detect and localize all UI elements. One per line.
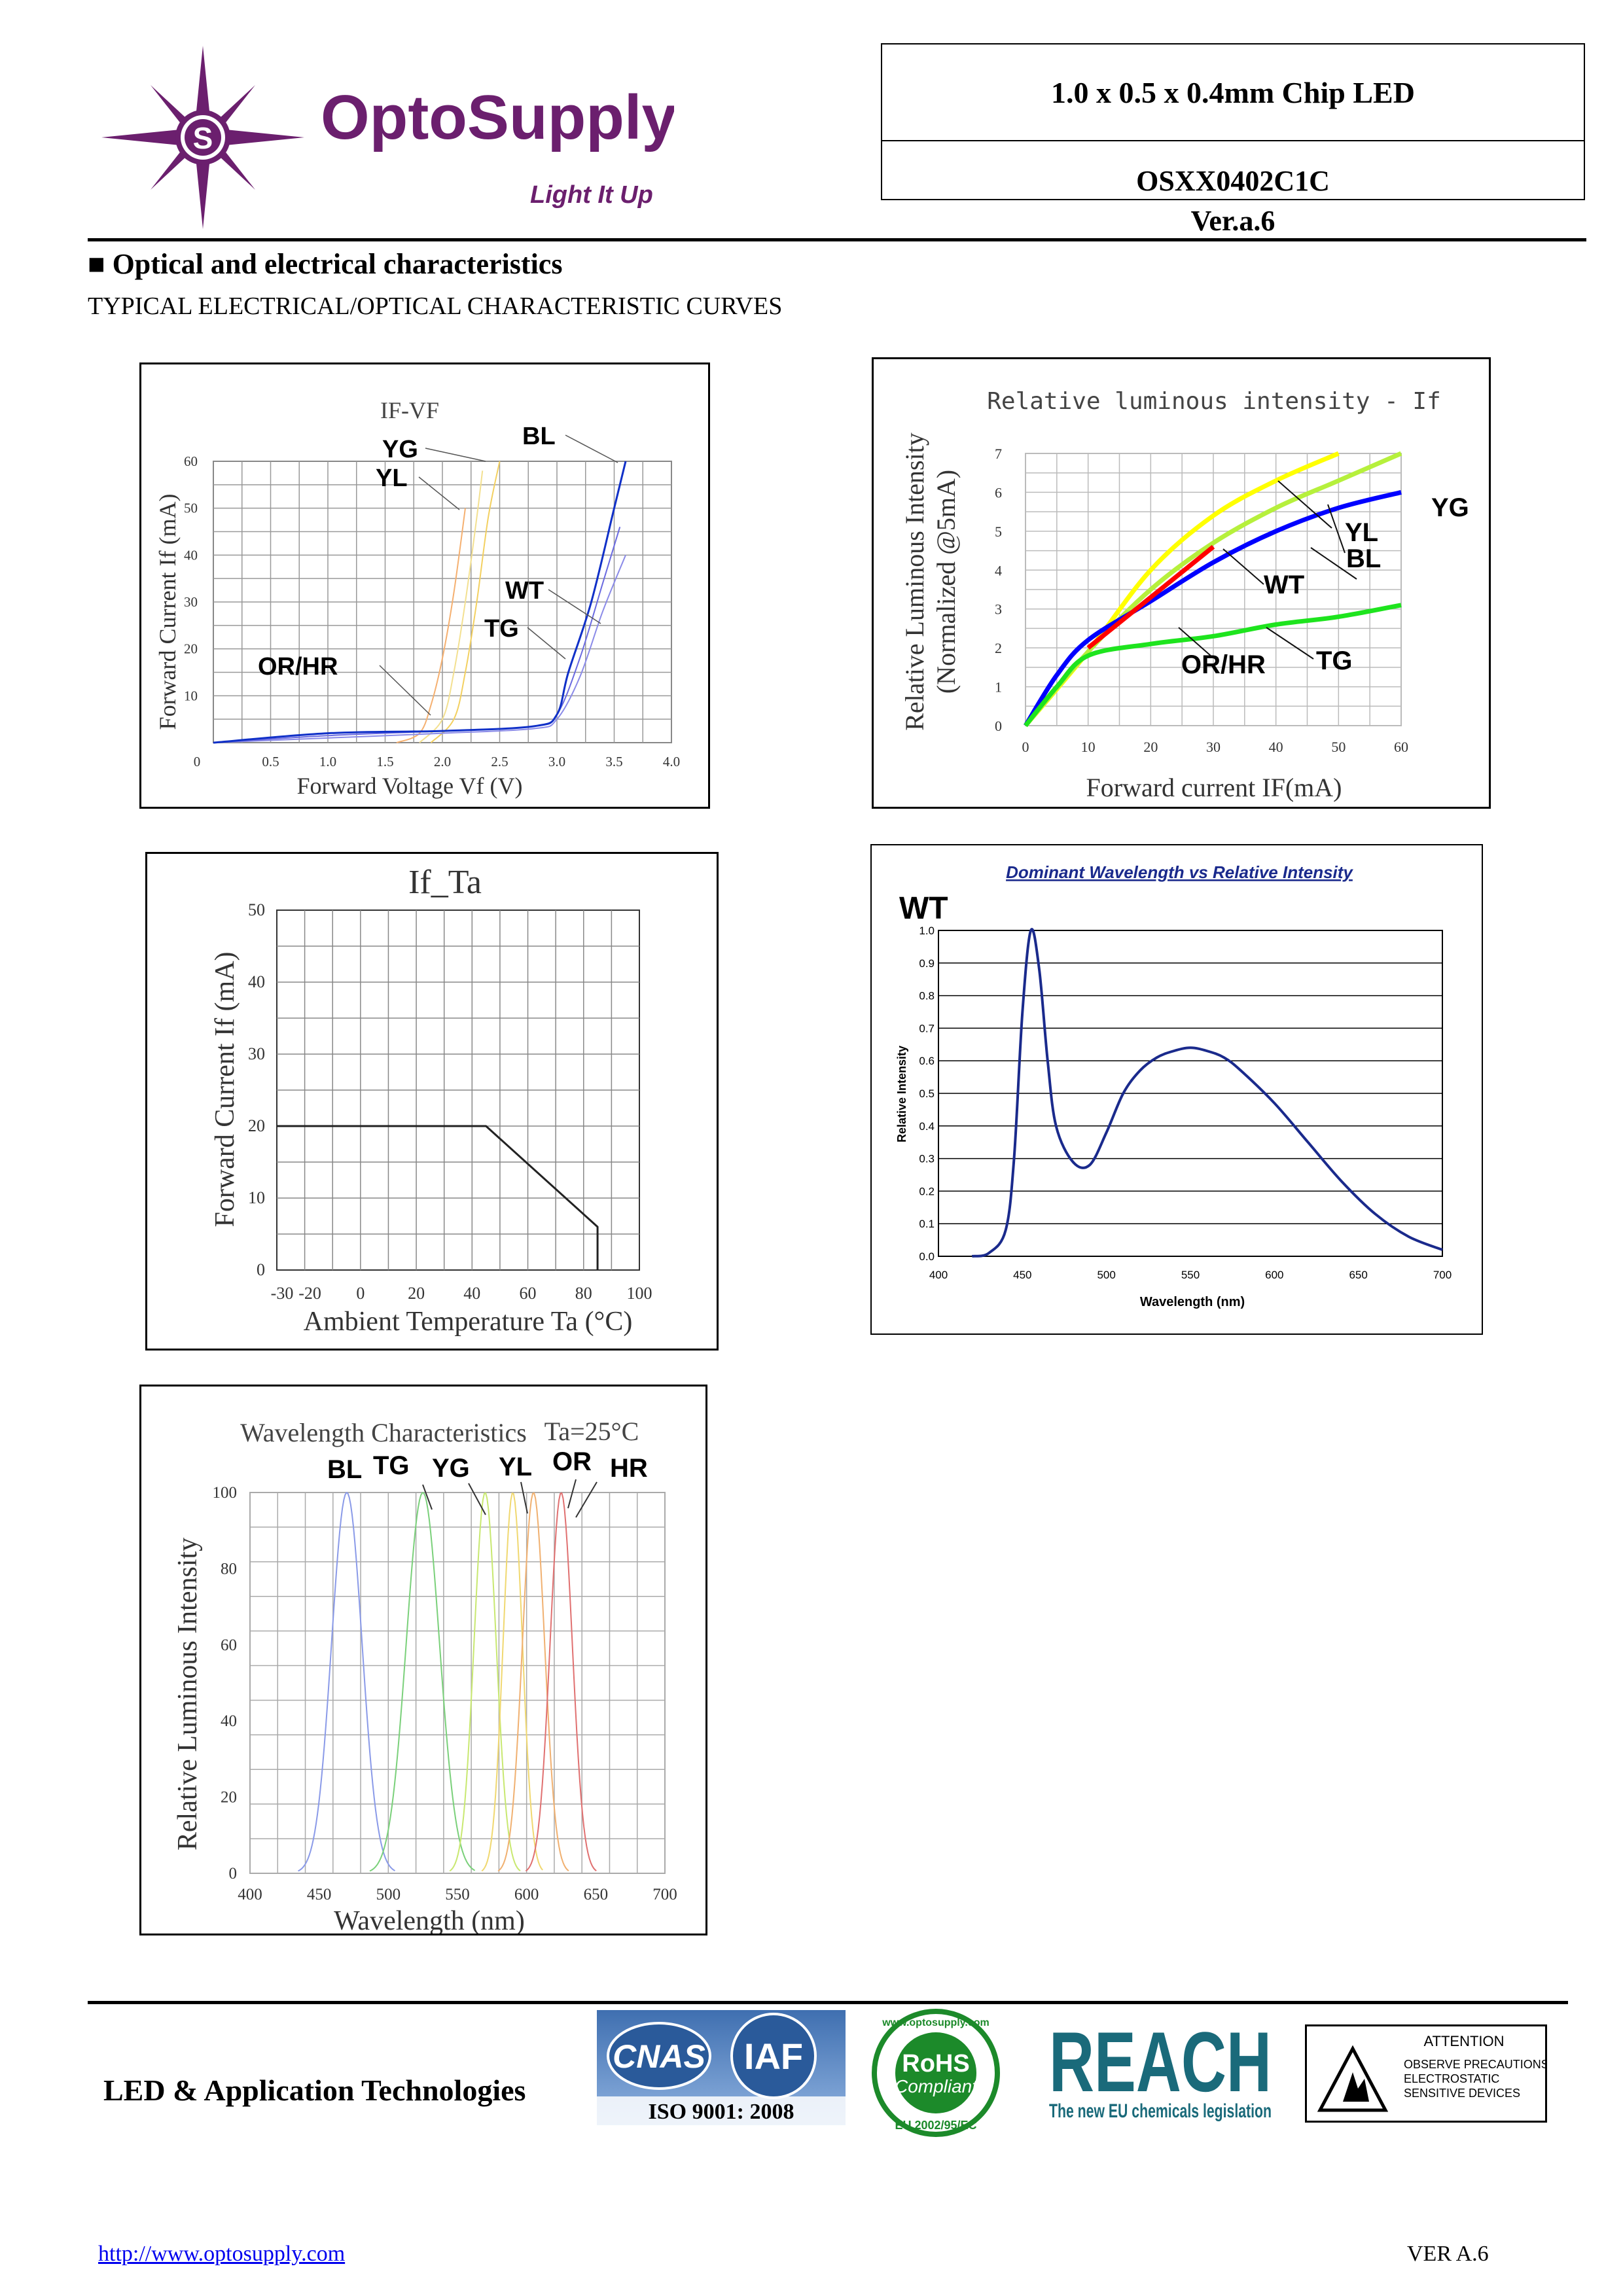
x-tick-label: 50	[1331, 739, 1346, 755]
x-tick-label: 0	[1022, 739, 1029, 755]
y-tick-label: 0.6	[919, 1055, 935, 1068]
reach-subtitle: The new EU chemicals legislation	[1049, 2100, 1272, 2122]
y-tick-label: 10	[184, 688, 198, 704]
x-tick-label: 500	[1097, 1269, 1116, 1281]
series-label-tg: TG	[373, 1451, 410, 1480]
y-axis-label: Relative Luminous Intensity	[173, 1537, 203, 1851]
x-tick-label: 0	[193, 754, 201, 769]
cnas-iaf-badge	[597, 2010, 846, 2125]
series-label-bl: BL	[522, 423, 556, 450]
y-axis-label: Relative Intensity	[895, 1045, 908, 1143]
title-box	[881, 43, 1585, 200]
svg-text:S: S	[192, 121, 213, 155]
y-tick-label: 5	[995, 523, 1002, 540]
y-tick-label: 10	[248, 1188, 265, 1207]
chart-rel-lum	[872, 357, 1491, 809]
section-title: ■ Optical and electrical characteristics	[88, 248, 563, 280]
x-tick-label: 400	[238, 1886, 262, 1903]
x-tick-label: 1.5	[376, 754, 394, 769]
y-tick-label: 40	[221, 1712, 237, 1731]
series-label-bl: BL	[327, 1455, 363, 1484]
x-tick-label: 100	[626, 1284, 652, 1303]
x-tick-label: 40	[1268, 739, 1283, 755]
website-link[interactable]: http://www.optosupply.com	[98, 2242, 346, 2266]
x-tick-label: 0.5	[262, 754, 279, 769]
esd-line2: ELECTROSTATIC	[1404, 2072, 1500, 2085]
reach-title: REACH	[1049, 2014, 1272, 2110]
y-tick-label: 40	[184, 547, 198, 563]
x-tick-label: 600	[514, 1886, 539, 1903]
chart-title: Relative luminous intensity - If	[987, 388, 1441, 415]
x-tick-label: 700	[652, 1886, 677, 1903]
x-tick-label: 700	[1433, 1269, 1452, 1281]
y-axis-label: Forward Current If (mA)	[154, 493, 181, 730]
reach-badge	[1046, 2013, 1275, 2124]
x-tick-label: 20	[1143, 739, 1158, 755]
series-label-yg: YG	[382, 436, 418, 463]
y-tick-label: 2	[995, 640, 1002, 657]
series-label-bl: BL	[1346, 544, 1382, 573]
chart-title: IF-VF	[380, 397, 440, 423]
x-tick-label: 550	[1181, 1269, 1200, 1281]
chart-if-vf	[139, 362, 710, 809]
chart-annotation: Ta=25°C	[544, 1417, 639, 1446]
series-label-wt: WT	[1264, 571, 1305, 599]
x-tick-label: 3.5	[605, 754, 623, 769]
y-tick-label: 0.3	[919, 1152, 935, 1165]
y-tick-label: 30	[184, 594, 198, 610]
esd-warning-icon	[1307, 2026, 1545, 2121]
y-tick-label: 20	[248, 1116, 265, 1135]
chart-if-vf-svg	[141, 364, 708, 807]
chart-dominant-wavelength	[870, 844, 1483, 1335]
x-tick-label: 10	[1080, 739, 1096, 755]
rohs-directive: EU 2002/95/EC	[895, 2119, 977, 2132]
y-tick-label: 1.0	[919, 925, 935, 937]
y-tick-label: 30	[248, 1044, 265, 1063]
y-tick-label: 0.4	[919, 1120, 935, 1133]
x-tick-label: 600	[1265, 1269, 1284, 1281]
y-tick-label: 6	[995, 484, 1002, 501]
chart-title: If_Ta	[408, 864, 482, 901]
chart-tag: WT	[899, 891, 948, 926]
x-tick-label: 30	[1206, 739, 1221, 755]
x-tick-label: 2.0	[433, 754, 452, 769]
label-leader-line	[565, 435, 618, 463]
x-tick-label: 2.5	[491, 754, 508, 769]
chart-if-ta-svg	[147, 854, 717, 1349]
y-tick-label: 60	[184, 453, 198, 469]
y-tick-label: 0	[257, 1260, 265, 1279]
chart-title: Dominant Wavelength vs Relative Intensity	[1006, 862, 1353, 882]
x-tick-label: 80	[575, 1284, 592, 1303]
y-tick-label: 3	[995, 601, 1002, 618]
y-tick-label: 7	[995, 446, 1002, 462]
y-tick-label: 0	[995, 718, 1002, 734]
esd-line1: OBSERVE PRECAUTIONS	[1404, 2058, 1545, 2071]
footer-rule	[88, 2001, 1568, 2004]
x-axis-label: Ambient Temperature Ta (°C)	[303, 1307, 633, 1337]
y-tick-label: 20	[184, 641, 198, 657]
x-tick-label: 20	[408, 1284, 425, 1303]
y-tick-label: 20	[221, 1788, 237, 1807]
cnas-label: CNAS	[613, 2038, 705, 2075]
rohs-title: RoHS	[902, 2050, 970, 2077]
plot-area	[250, 1492, 665, 1873]
x-tick-label: 0	[356, 1284, 365, 1303]
x-tick-label: 650	[583, 1886, 609, 1903]
chart-title: Wavelength Characteristics	[240, 1418, 527, 1447]
y-tick-label: 0.8	[919, 989, 935, 1002]
esd-title: ATTENTION	[1423, 2033, 1505, 2049]
esd-warning-badge	[1305, 2024, 1547, 2123]
series-label-yg: YG	[432, 1454, 470, 1483]
series-label-hr: HR	[610, 1454, 648, 1483]
chart-dominant-wavelength-svg	[872, 845, 1482, 1333]
series-label-or-hr: OR/HR	[1181, 650, 1266, 679]
x-axis-label: Forward current IF(mA)	[1086, 773, 1342, 802]
x-axis-label: Wavelength (nm)	[334, 1906, 525, 1934]
rohs-compliant: Compliant	[894, 2076, 978, 2096]
chart-wavelength-characteristics	[139, 1385, 707, 1935]
x-tick-label: -20	[298, 1284, 321, 1303]
footer-company-name: LED & Application Technologies	[103, 2074, 526, 2107]
esd-line3: SENSITIVE DEVICES	[1404, 2087, 1521, 2100]
chart-wavelength-characteristics-svg	[141, 1386, 705, 1934]
x-tick-label: 500	[376, 1886, 401, 1903]
x-tick-label: 450	[306, 1886, 332, 1903]
y-tick-label: 80	[221, 1560, 237, 1578]
certification-badge-icon	[597, 2010, 846, 2125]
rohs-url: www.optosupply.com	[882, 2017, 990, 2028]
y-tick-label: 4	[995, 562, 1002, 579]
x-tick-label: 550	[445, 1886, 470, 1903]
part-number: OSXX0402C1C	[1136, 165, 1330, 197]
y-tick-label: 100	[212, 1484, 237, 1502]
y-tick-label: 0.2	[919, 1185, 935, 1198]
y-tick-label: 0.0	[919, 1250, 935, 1263]
series-label-tg: TG	[484, 615, 519, 643]
y-tick-label: 0.5	[919, 1087, 935, 1100]
x-tick-label: 650	[1349, 1269, 1368, 1281]
series-label-yl: YL	[1345, 518, 1379, 547]
brand-name: OptoSupply	[321, 82, 674, 152]
rohs-logo-icon	[857, 2007, 1014, 2138]
x-tick-label: 400	[929, 1269, 948, 1281]
y-tick-label: 40	[248, 972, 265, 991]
x-tick-label: 450	[1013, 1269, 1032, 1281]
y-tick-label: 60	[221, 1636, 237, 1654]
y-axis-label: Relative Luminous Intensity	[900, 433, 929, 731]
series-label-wt: WT	[505, 577, 544, 605]
product-title: 1.0 x 0.5 x 0.4mm Chip LED	[882, 44, 1584, 141]
y-tick-label: 1	[995, 679, 1002, 696]
brand-tagline: Light It Up	[530, 181, 653, 209]
series-label-yg: YG	[1431, 493, 1469, 522]
reach-logo-icon	[1046, 2013, 1275, 2124]
iaf-label: IAF	[743, 2036, 804, 2077]
series-label-tg: TG	[1316, 646, 1353, 675]
footer-version: VER A.6	[1407, 2242, 1489, 2266]
x-axis-label: Forward Voltage Vf (V)	[296, 773, 523, 799]
label-leader-line	[425, 448, 486, 461]
series-label-yl: YL	[499, 1453, 533, 1481]
x-axis-label: Wavelength (nm)	[1139, 1295, 1245, 1309]
x-tick-label: 60	[519, 1284, 537, 1303]
series-label-yl: YL	[376, 465, 408, 492]
y-tick-label: 50	[248, 900, 265, 919]
y-axis-label-2: (Normalized @5mA)	[931, 469, 961, 694]
x-tick-label: 60	[1394, 739, 1408, 755]
company-logo	[98, 39, 674, 236]
y-tick-label: 0.9	[919, 957, 935, 970]
y-tick-label: 50	[184, 500, 198, 516]
y-tick-label: 0.1	[919, 1218, 935, 1231]
x-tick-label: 40	[463, 1284, 481, 1303]
y-tick-label: 0.7	[919, 1022, 935, 1035]
iso-label: ISO 9001: 2008	[648, 2100, 794, 2124]
x-tick-label: -30	[270, 1284, 294, 1303]
series-label-or: OR	[552, 1447, 592, 1476]
y-tick-label: 0	[228, 1865, 237, 1882]
version-label: Ver.a.6	[1190, 205, 1275, 237]
x-tick-label: 1.0	[319, 754, 337, 769]
chart-if-ta	[145, 852, 719, 1351]
rohs-badge	[857, 2007, 1014, 2138]
chart-rel-lum-svg	[874, 359, 1489, 807]
subsection-title: TYPICAL ELECTRICAL/OPTICAL CHARACTERISTIC CURVES	[88, 292, 783, 320]
header-rule	[88, 238, 1586, 241]
y-axis-label: Forward Current If (mA)	[210, 951, 240, 1227]
x-tick-label: 4.0	[662, 754, 681, 769]
series-label-or-hr: OR/HR	[258, 653, 338, 680]
x-tick-label: 3.0	[548, 754, 566, 769]
star-logo-icon	[98, 39, 674, 236]
